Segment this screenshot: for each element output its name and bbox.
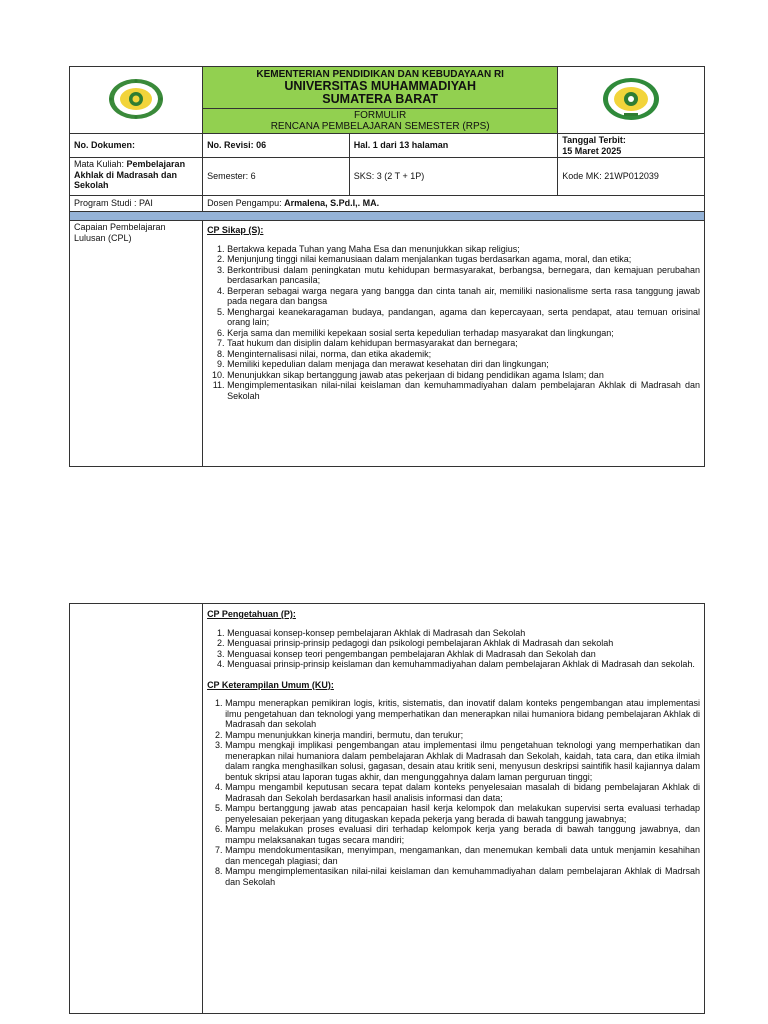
right-logo-cell [558, 67, 705, 134]
tanggal-value: 15 Maret 2025 [562, 145, 622, 156]
cp-sikap-item: 6. Kerja sama dan memiliki kepekaan sosial serta kepedulian terhadap masyarakat dan lingkungan; [227, 328, 700, 339]
cp-ku-item: 2. Mampu menunjukkan kinerja mandiri, bermutu, dan terukur; [225, 730, 700, 741]
cp-sikap-item: 10. Menunjukkan sikap bertanggung jawab atas pekerjaan di bidang pendidikan agama Islam; dan [227, 370, 700, 381]
semester: Semester: 6 [203, 158, 350, 196]
cp-sikap-item: 1. Bertakwa kepada Tuhan yang Maha Esa dan menunjukkan sikap religius; [227, 244, 700, 255]
rps-header-table [69, 66, 705, 467]
cp-sikap-item: 4. Berperan sebagai warga negara yang bangga dan cinta tanah air, memiliki nasionalisme serta rasa tanggung jawab pada negara dan bangsa [227, 286, 700, 307]
mata-kuliah-name: Pembelajaran Akhlak di Madrasah dan Sekolah [74, 159, 186, 190]
kode-mk [558, 158, 705, 196]
dosen-name: Armalena, S.Pd.I,. MA. [284, 198, 380, 209]
cp-sikap-item: 8. Menginternalisasi nilai, norma, dan etika akademik; [227, 349, 700, 360]
cp-ku-item: 6. Mampu melakukan proses evaluasi diri terhadap kelompok kerja yang berada di bawah tanggung jawabnya, dan mampu melaksanakan tugas secara mandiri; [225, 824, 700, 845]
halaman-info: Hal. 1 dari 13 halaman [349, 134, 558, 158]
cp-pengetahuan-title: CP Pengetahuan (P): [207, 609, 296, 619]
cp-sikap-item: 7. Taat hukum dan disiplin dalam kehidupan bermasyarakat dan bernegara; [227, 338, 700, 349]
kode-mk-label: Kode MK: [562, 171, 605, 182]
sks: SKS: 3 (2 T + 1P) [349, 158, 558, 196]
lp3m-seal-icon [601, 76, 661, 122]
cp-sikap-item: 3. Berkontribusi dalam peningkatan mutu kehidupan bermasyarakat, berbangsa, bernegara, dan kemajuan perubahan berdasarkan pancasila; [227, 265, 700, 286]
university-seal-icon [107, 77, 165, 121]
cp-ku-item: 3. Mampu mengkaji implikasi pengembangan atau implementasi ilmu pengetahuan teknologi yang memperhatikan dan menerapkan nilai humaniora dalam pembelajaran Akhlak di Madrasah dan Sekolah, kaidah, tata cara, dan etika ilmiah dalam rangka menghasilkan solusi, gagasan, desain atau kritik seni, menyusun deskripsi saintifik hasil kajiannya dalam bentuk skripsi atau laporan tugas akhir, dan mengunggahnya dalam laman perguruan tinggi; [225, 740, 700, 782]
cp-sikap-title: CP Sikap (S): [207, 225, 264, 235]
no-dokumen: No. Dokumen: [70, 134, 203, 158]
cp-sikap-item: 5. Menghargai keanekaragaman budaya, pandangan, agama dan kepercayaan, serta pendapat, atau temuan orisinal orang lain; [227, 307, 700, 328]
kode-mk-value: 21WP012039 [604, 171, 659, 182]
tanggal-label: Tanggal Terbit: [562, 135, 626, 145]
cp-pengetahuan-list [207, 628, 700, 670]
cp-ku-item: 5. Mampu bertanggung jawab atas pencapaian hasil kerja kelompok dan melakukan supervisi serta evaluasi terhadap penyelesaian pekerjaan yang ditugaskan kepada pekerja yang berada di bawah tanggung jawabnya; [225, 803, 700, 824]
region-name: SUMATERA BARAT [322, 92, 439, 106]
cp-continuation-cell [203, 604, 705, 1014]
no-revisi: No. Revisi: 06 [203, 134, 350, 158]
ministry-line: KEMENTERIAN PENDIDIKAN DAN KEBUDAYAAN RI [256, 69, 504, 80]
program-studi: Program Studi : PAI [70, 196, 203, 212]
form-header [203, 109, 558, 134]
form-label: FORMULIR [354, 110, 407, 121]
cp-pengetahuan-item: 1. Menguasai konsep-konsep pembelajaran Akhlak di Madrasah dan Sekolah [227, 628, 700, 639]
cp-ku-item: 4. Mampu mengambil keputusan secara tepat dalam konteks penyelesaian masalah di bidang pembelajaran Akhlak di Madrasah dan Sekolah berdasarkan hasil analisis informasi dan data; [225, 782, 700, 803]
cp-ku-item: 7. Mampu mendokumentasikan, menyimpan, mengamankan, dan menemukan kembali data untuk menjamin kesahihan dan mencegah plagiasi; dan [225, 845, 700, 866]
cp-pengetahuan-item: 4. Menguasai prinsip-prinsip keislaman dan kemuhammadiyahan dalam pembelajaran Akhlak di Madrasah dan sekolah. [227, 659, 700, 670]
cp-sikap-cell [203, 221, 705, 467]
cp-ku-item: 8. Mampu mengimplementasikan nilai-nilai keislaman dan kemuhammadiyahan dalam pembelajaran Akhlak di Madrsah dan Sekolah [225, 866, 700, 887]
mata-kuliah [70, 158, 203, 196]
cp-ku-list [207, 698, 700, 887]
cp-ku-item: 1. Mampu menerapkan pemikiran logis, kritis, sistematis, dan inovatif dalam konteks pengembangan atau implementasi ilmu pengetahuan dan teknologi yang memperhatikan dan menerapkan nilai humaniora bidang pembelajaran Akhlak di Madrasah dan sekolah [225, 698, 700, 730]
cp-sikap-item: 2. Menjunjung tinggi nilai kemanusiaan dalam menjalankan tugas berdasarkan agama, moral, dan etika; [227, 254, 700, 265]
cp-pengetahuan-item: 3. Menguasai konsep teori pengembangan pembelajaran Akhlak di Madrasah dan Sekolah dan [227, 649, 700, 660]
left-logo-cell [70, 67, 203, 134]
mata-kuliah-label: Mata Kuliah: [74, 159, 127, 169]
separator-band [70, 212, 705, 221]
dosen-label: Dosen Pengampu: [207, 198, 285, 209]
institution-header [203, 67, 558, 109]
cp-pengetahuan-item: 2. Menguasai prinsip-prinsip pedagogi dan psikologi pembelajaran Akhlak di Madrasah dan sekolah [227, 638, 700, 649]
cp-sikap-item: 11. Mengimplementasikan nilai-nilai keislaman dan kemuhammadiyahan dalam pembelajaran Akhlak di Madrasah dan Sekolah [227, 380, 700, 401]
cp-sikap-list [207, 244, 700, 402]
dosen-pengampu [203, 196, 705, 212]
rps-continuation-table [69, 603, 705, 1014]
university-name: UNIVERSITAS MUHAMMADIYAH [284, 79, 476, 93]
tanggal-terbit [558, 134, 705, 158]
cpl-label-cont [70, 604, 203, 1014]
cpl-label: Capaian Pembelajaran Lulusan (CPL) [70, 221, 203, 467]
cp-sikap-item: 9. Memiliki kepedulian dalam menjaga dan merawat kesehatan diri dan lingkungan; [227, 359, 700, 370]
form-title: RENCANA PEMBELAJARAN SEMESTER (RPS) [270, 121, 490, 132]
cp-ku-title: CP Keterampilan Umum (KU): [207, 679, 334, 690]
